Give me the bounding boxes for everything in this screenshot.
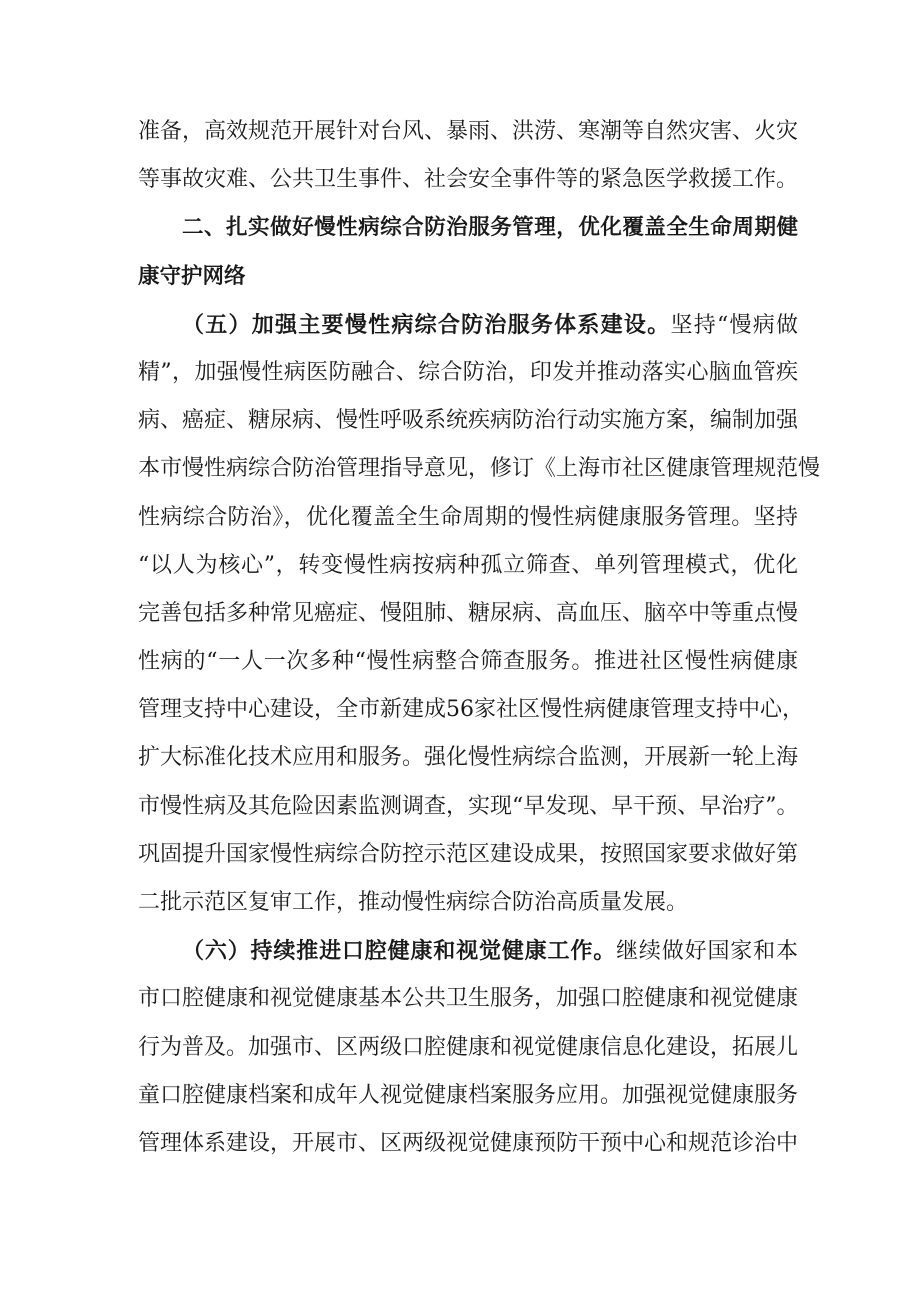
- paragraph-line: 完善包括多种常见癌症、慢阻肺、糖尿病、高血压、脑卒中等重点慢: [138, 600, 799, 626]
- paragraph-line: 性病的“一人一次多种“慢性病整合筛查服务。推进社区慢性病健康: [138, 649, 798, 675]
- paragraph-line: 管理支持中心建设，全市新建成56家社区慢性病健康管理支持中心，: [138, 697, 804, 723]
- paragraph-line: 等事故灾难、公共卫生事件、社会安全事件等的紧急医学救援工作。: [138, 167, 799, 193]
- paragraph-line: 童口腔健康档案和成年人视觉健康档案服务应用。加强视觉健康服务: [138, 1082, 799, 1108]
- paragraph-line: 管理体系建设，开展市、区两级视觉健康预防干预中心和规范诊治中: [138, 1130, 799, 1156]
- paragraph-line: 病、癌症、糖尿病、慢性呼吸系统疾病防治行动实施方案，编制加强: [138, 408, 799, 434]
- section-heading-cont: 康守护网络: [138, 263, 246, 289]
- paragraph-line: 本市慢性病综合防治管理指导意见，修订《上海市社区健康管理规范慢: [138, 456, 821, 482]
- section-heading: 二、扎实做好慢性病综合防治服务管理，优化覆盖全生命周期健: [182, 215, 798, 241]
- paragraph-line: 精”，加强慢性病医防融合、综合防治，印发并推动落实心脑血管疾: [138, 359, 798, 385]
- paragraph-line: 巩固提升国家慢性病综合防控示范区建设成果，按照国家要求做好第: [138, 841, 799, 867]
- paragraph-line: 市口腔健康和视觉健康基本公共卫生服务，加强口腔健康和视觉健康: [138, 986, 799, 1012]
- paragraph-line: 性病综合防治》，优化覆盖全生命周期的慢性病健康服务管理。坚持: [138, 504, 798, 530]
- paragraph-line: 二批示范区复审工作，推动慢性病综合防治高质量发展。: [138, 890, 689, 915]
- paragraph-line: “以人为核心”，转变慢性病按病种孤立筛查、单列管理模式，优化: [138, 552, 798, 578]
- paragraph-text: 坚持“慢病做: [670, 312, 798, 338]
- document-page: [138, 108, 821, 1168]
- paragraph-line: [138, 301, 798, 349]
- subsection-title: （六）持续推进口腔健康和视觉健康工作。: [182, 938, 617, 965]
- paragraph-line: [138, 927, 798, 975]
- paragraph-text: 继续做好国家和本: [616, 939, 798, 965]
- paragraph-line: 行为普及。加强市、区两级口腔健康和视觉健康信息化建设，拓展儿: [138, 1034, 799, 1060]
- subsection-title: （五）加强主要慢性病综合防治服务体系建设。: [182, 311, 671, 338]
- paragraph-line: 准备，高效规范开展针对台风、暴雨、洪涝、寒潮等自然灾害、火灾: [138, 119, 799, 144]
- paragraph-line: 扩大标准化技术应用和服务。强化慢性病综合监测，开展新一轮上海: [138, 745, 799, 771]
- paragraph-line: 市慢性病及其危险因素监测调查，实现“早发现、早干预、早治疗”。: [138, 793, 799, 819]
